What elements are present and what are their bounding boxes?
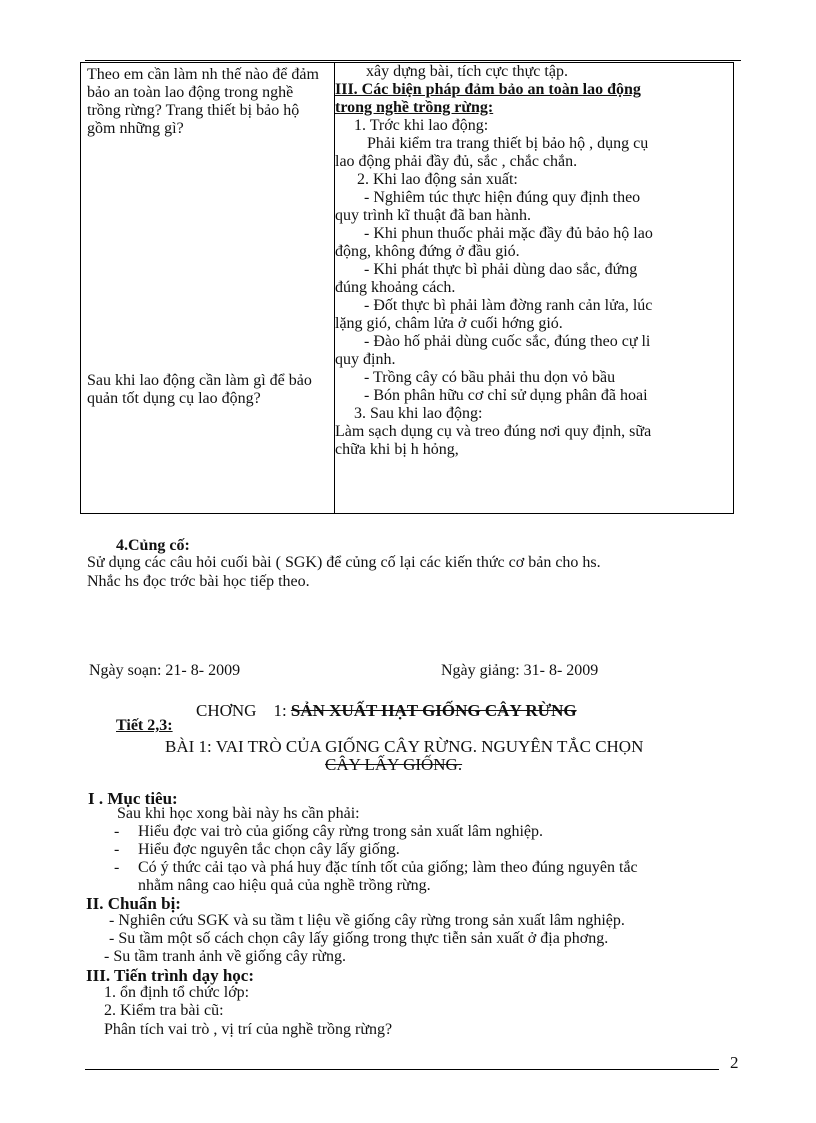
teach-date: Ngày giảng: 31- 8- 2009	[441, 662, 599, 679]
consolidation-line: Sử dụng các câu hỏi cuối bài ( SGK) để củng cố lại các kiến thức cơ bản cho hs.	[87, 554, 601, 571]
answer-line: - Nghiêm túc thực hiện đúng quy định theo	[364, 189, 641, 206]
answer-line: - Khi phun thuốc phải mặc đầy đủ bảo hộ lao	[364, 225, 653, 242]
answer-line: - Đốt thực bì phải làm đờng ranh cản lửa, lúc	[364, 297, 653, 314]
period-label: Tiết 2,3:	[116, 717, 173, 734]
procedure-item: 2. Kiểm tra bài cũ:	[104, 1002, 224, 1019]
prepare-date: Ngày soạn: 21- 8- 2009	[89, 662, 241, 679]
section-heading-safety-cont: trong nghề trồng rừng:	[335, 99, 494, 116]
lesson-title-line1: BÀI 1: VAI TRÒ CỦA GIỐNG CÂY RỪNG. NGUYÊN TẮC CHỌN	[165, 737, 644, 756]
answer-line: Làm sạch dụng cụ và treo đúng nơi quy định, sữa	[335, 423, 652, 440]
answer-line: quy trình kĩ thuật đã ban hành.	[335, 207, 531, 224]
answer-line: chữa khi bị h hỏng,	[335, 441, 459, 458]
answer-line: 3. Sau khi lao động:	[354, 405, 483, 422]
procedure-heading: III. Tiến trình dạy học:	[86, 966, 254, 985]
answer-line: quy định.	[335, 351, 396, 368]
answers-column	[335, 63, 734, 514]
procedure-question: Phân tích vai trò , vị trí của nghề trồng rừng?	[104, 1021, 393, 1038]
objective-item: - Hiểu đợc nguyên tắc chọn cây lấy giống.	[114, 841, 400, 858]
procedure-item: 1. ổn định tổ chức lớp:	[104, 984, 250, 1001]
answer-line: 2. Khi lao động sản xuất:	[357, 171, 518, 188]
footer-rule	[85, 1069, 719, 1070]
answer-line: đúng khoảng cách.	[335, 279, 456, 296]
answer-line: - Đào hố phải dùng cuốc sắc, đúng theo cự li	[364, 333, 651, 350]
answer-line: Phải kiểm tra trang thiết bị bảo hộ , dụng cụ	[367, 135, 649, 152]
preparation-heading: II. Chuẩn bị:	[86, 894, 181, 913]
question-tool-care: Sau khi lao động cần làm gì để bảo quản tốt dụng cụ lao động?	[87, 372, 312, 407]
lesson-table	[80, 62, 734, 514]
top-rule	[85, 60, 741, 61]
preparation-item: - Nghiên cứu SGK và su tầm t liệu về giống cây rừng trong sản xuất lâm nghiệp.	[109, 912, 625, 929]
lesson-title-line2: CÂY LẤY GIỐNG.	[325, 755, 463, 774]
preparation-item: - Su tầm một số cách chọn cây lấy giống trong thực tiễn sản xuất ở địa phơng.	[109, 930, 609, 947]
consolidation-text	[87, 553, 601, 591]
objective-item-cont: nhằm nâng cao hiệu quả của nghề trồng rừng.	[138, 877, 431, 894]
answer-line: lao động phải đầy đủ, sắc , chắc chắn.	[335, 153, 578, 170]
consolidation-heading: 4.Củng cố:	[116, 537, 190, 554]
section-heading-safety: III. Các biện pháp đảm bảo an toàn lao động	[335, 81, 641, 98]
chapter-title: SẢN XUẤT HẠT GIỐNG CÂY RỪNG	[290, 701, 577, 720]
answer-line: xây dựng bài, tích cực thực tập.	[366, 63, 568, 80]
answer-line: 1. Trớc khi lao động:	[354, 117, 489, 134]
objectives-heading: I . Mục tiêu:	[88, 789, 178, 808]
answer-line: - Khi phát thực bì phải dùng dao sắc, đứng	[364, 261, 638, 278]
preparation-item: - Su tầm tranh ảnh về giống cây rừng.	[104, 948, 346, 965]
question-safety: Theo em cần làm nh thế nào để đảm bảo an toàn lao động trong nghề trồng rừng? Trang thiết bị bảo hộ gồm những gì?	[87, 66, 319, 137]
objective-item: - Hiểu đợc vai trò của giống cây rừng trong sản xuất lâm nghiệp.	[114, 823, 544, 840]
objectives-intro: Sau khi học xong bài này hs cần phải:	[117, 805, 360, 822]
objective-item: - Có ý thức cải tạo và phá huy đặc tính tốt của giống; làm theo đúng nguyên tắc	[114, 859, 638, 876]
consolidation-line: Nhắc hs đọc trớc bài học tiếp theo.	[87, 573, 310, 590]
chapter-prefix: CHƠNG 1:	[196, 701, 291, 720]
answer-line: - Bón phân hữu cơ chỉ sử dụng phân đã hoai	[364, 387, 648, 404]
page-number: 2	[730, 1053, 739, 1072]
answer-line: động, không đứng ở đầu gió.	[335, 243, 520, 260]
answer-line: lặng gió, châm lửa ở cuối hớng gió.	[335, 315, 563, 332]
answer-line: - Trồng cây có bầu phải thu dọn vỏ bầu	[364, 369, 616, 386]
questions-column	[81, 63, 335, 514]
chapter-heading	[196, 701, 577, 721]
